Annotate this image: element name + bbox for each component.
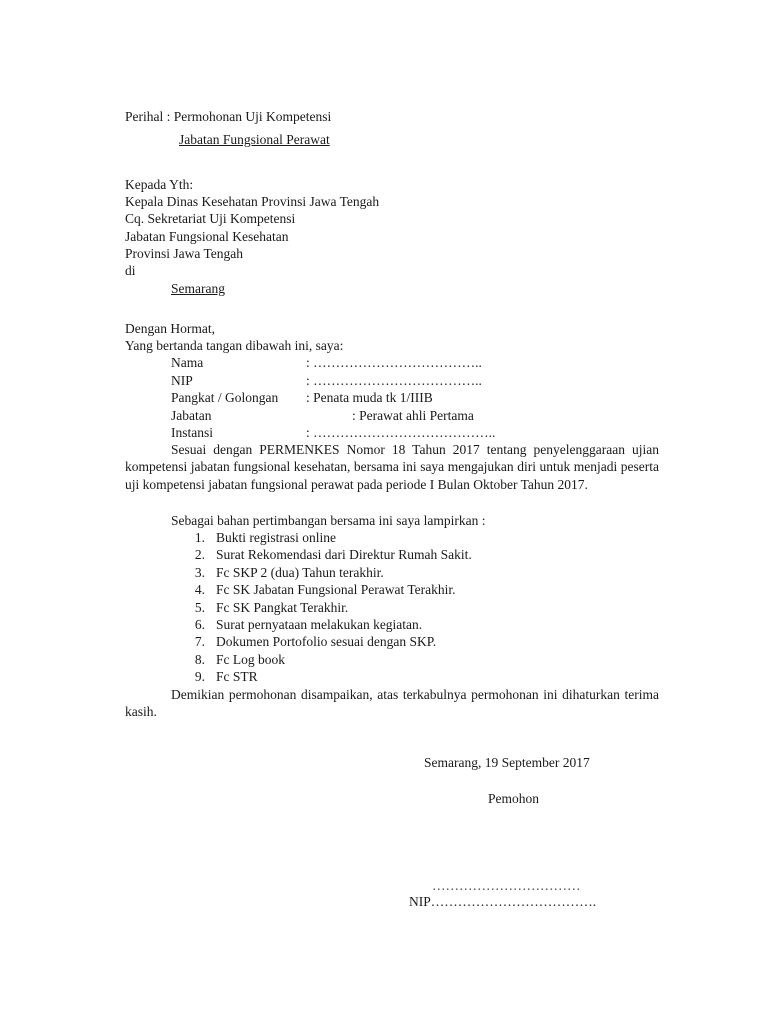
recipient-line: Jabatan Fungsional Kesehatan (125, 229, 289, 244)
list-item-number: 4. (194, 582, 205, 597)
field-value-nama: : ……………………………….. (306, 355, 482, 370)
list-item-number: 1. (194, 530, 205, 545)
list-item-number: 7. (194, 634, 205, 649)
recipient-line: Kepala Dinas Kesehatan Provinsi Jawa Tengah (125, 194, 380, 209)
subject-line: Perihal : Permohonan Uji Kompetensi (125, 109, 332, 124)
greeting: Dengan Hormat, (125, 321, 215, 336)
list-item-text: Surat pernyataan melakukan kegiatan. (216, 617, 423, 632)
field-label-jabatan: Jabatan (171, 408, 212, 423)
signature-name-line: …………………………… (432, 878, 581, 893)
body-paragraph (125, 441, 659, 493)
list-item-text: Fc STR (216, 669, 258, 684)
list-item-number: 8. (194, 652, 205, 667)
place-date: Semarang, 19 September 2017 (424, 755, 590, 770)
recipient-city: Semarang (171, 281, 225, 296)
recipient-salutation: Kepada Yth: (125, 177, 194, 192)
list-item-number: 2. (194, 547, 205, 562)
subject-line-2: Jabatan Fungsional Perawat (179, 132, 330, 147)
list-item-text: Dokumen Portofolio sesuai dengan SKP. (216, 634, 437, 649)
field-value-jabatan: : Perawat ahli Pertama (352, 408, 474, 423)
list-item-text: Fc SK Pangkat Terakhir. (216, 600, 349, 615)
signer-role: Pemohon (488, 791, 540, 806)
field-label-nip: NIP (171, 373, 193, 388)
list-item-number: 6. (194, 617, 205, 632)
list-item-number: 3. (194, 565, 205, 580)
recipient-line: Provinsi Jawa Tengah (125, 246, 244, 261)
recipient-line: Cq. Sekretariat Uji Kompetensi (125, 211, 296, 226)
body-paragraph-text: Sesuai dengan PERMENKES Nomor 18 Tahun 2017 tentang penyelenggaraan ujian kompetensi jabatan fungsional kesehatan, bersama ini saya mengajukan diri untuk menjadi peserta uji kompetensi jabatan fungsional perawat pada periode I Bulan Oktober Tahun 2017. (125, 442, 659, 492)
list-item-text: Fc SKP 2 (dua) Tahun terakhir. (216, 565, 384, 580)
intro-text: Yang bertanda tangan dibawah ini, saya: (125, 338, 344, 353)
list-item-number: 5. (194, 600, 205, 615)
list-item-text: Bukti registrasi online (216, 530, 336, 545)
list-item-text: Fc SK Jabatan Fungsional Perawat Terakhir. (216, 582, 456, 597)
field-label-nama: Nama (171, 355, 204, 370)
signature-nip-line: NIP………………………………. (409, 894, 597, 909)
field-value-nip: : ……………………………….. (306, 373, 482, 388)
field-label-pangkat: Pangkat / Golongan (171, 390, 279, 405)
field-value-instansi: : ………………………………….. (306, 425, 496, 440)
recipient-line: di (125, 263, 136, 278)
closing-paragraph-text: Demikian permohonan disampaikan, atas terkabulnya permohonan ini dihaturkan terima kasih. (125, 687, 659, 720)
attachments-intro: Sebagai bahan pertimbangan bersama ini saya lampirkan : (171, 513, 486, 528)
field-label-instansi: Instansi (171, 425, 213, 440)
list-item-text: Fc Log book (216, 652, 285, 667)
closing-paragraph (125, 686, 659, 721)
list-item-text: Surat Rekomendasi dari Direktur Rumah Sakit. (216, 547, 472, 562)
field-value-pangkat: : Penata muda tk 1/IIIB (306, 390, 433, 405)
list-item-number: 9. (194, 669, 205, 684)
